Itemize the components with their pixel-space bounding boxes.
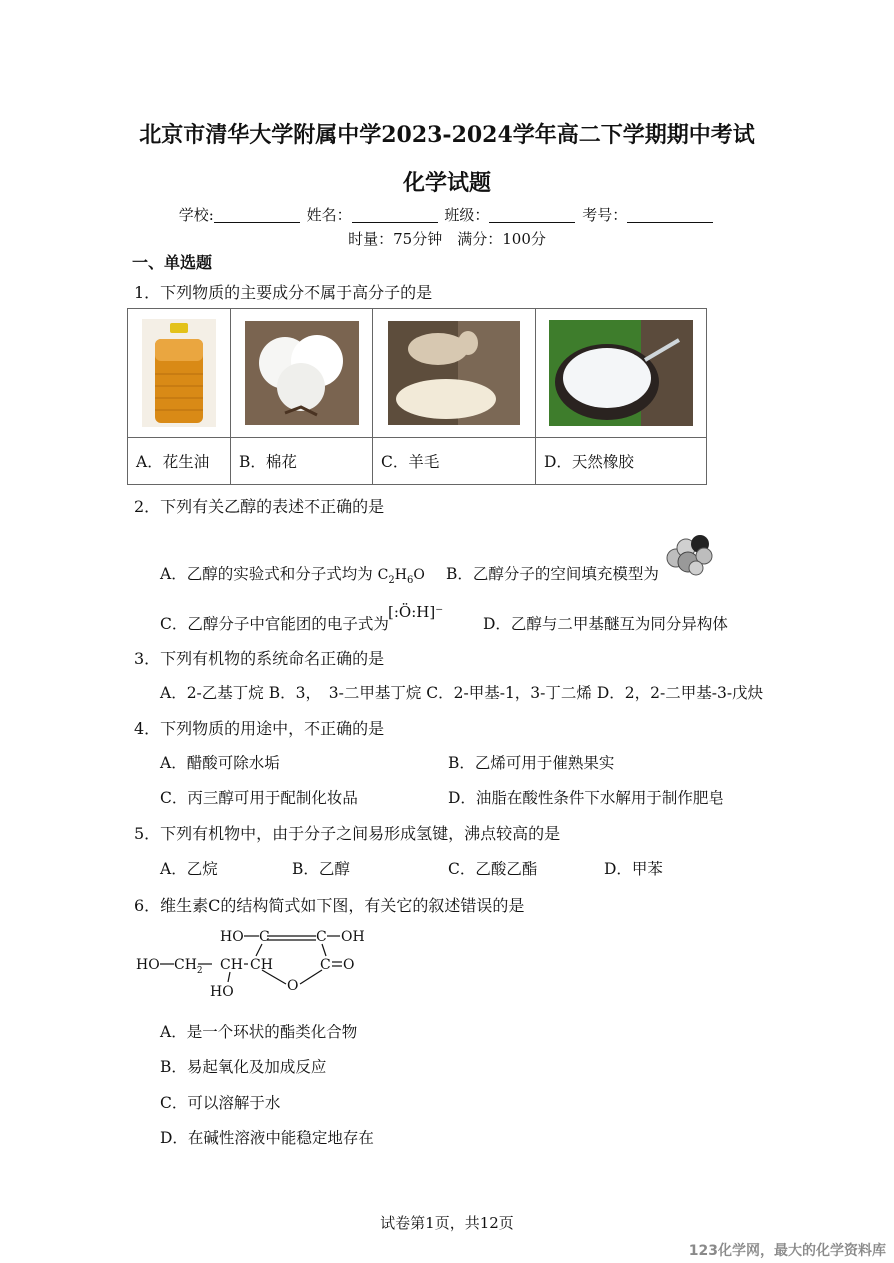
option-a[interactable]: A．是一个环状的酯类化合物 (160, 1023, 358, 1041)
o-label-ring: O (287, 978, 299, 994)
question-3-options[interactable]: A．2-乙基丁烷 B．3， 3-二甲基丁烷 C．2-甲基-1，3-丁二烯 D．2，2-二甲基-3-戊炔 (160, 684, 764, 702)
option-b[interactable]: B．棉花 (231, 438, 373, 485)
oh-label: OH (341, 929, 365, 945)
question-1-stem: 1．下列物质的主要成分不属于高分子的是 (134, 283, 433, 302)
question-2-stem: 2．下列有关乙醇的表述不正确的是 (134, 497, 385, 516)
space-filling-model-icon (660, 532, 718, 576)
name-field[interactable] (352, 208, 438, 223)
option-d[interactable]: D．天然橡胶 (536, 438, 707, 485)
time-info: 时量：75分钟 满分：100分 (348, 230, 546, 248)
name-label: 姓名： (306, 206, 352, 224)
exam-no-field[interactable] (627, 208, 713, 223)
ho-label-left: HO (136, 957, 160, 973)
school-label: 学校: (178, 206, 214, 224)
c-label-3: C (320, 957, 331, 973)
question-6-stem: 6．维生素C的结构简式如下图，有关它的叙述错误的是 (134, 896, 525, 915)
ho-label-bottom: HO (210, 984, 234, 1000)
option-c[interactable]: C．羊毛 (373, 438, 536, 485)
watermark: 123化学网，最大的化学资料库 (688, 1243, 886, 1259)
ch-label-1: CH (220, 957, 243, 973)
class-field[interactable] (489, 208, 575, 223)
vitamin-c-structure-diagram (134, 924, 374, 1004)
option-d[interactable]: D．在碱性溶液中能稳定地存在 (160, 1129, 374, 1147)
exam-title-line1: 北京市清华大学附属中学2023-2024学年高二下学期期中考试 (139, 122, 755, 148)
student-info-line (0, 204, 894, 225)
hydroxyl-electron-formula: [:Ö:H]⁻ (388, 603, 444, 621)
option-d-image-cell (536, 309, 707, 438)
option-c-image-cell (373, 309, 536, 438)
option-b[interactable]: B．乙醇分子的空间填充模型为 (446, 565, 659, 583)
question-1-image-table (127, 308, 707, 485)
option-c[interactable]: C．可以溶解于水 (160, 1094, 281, 1112)
question-4-stem: 4．下列物质的用途中，不正确的是 (134, 719, 385, 738)
o-label-double: O (343, 957, 355, 973)
option-b[interactable]: B．乙醇 (292, 860, 350, 878)
option-b[interactable]: B．乙烯可用于催熟果实 (448, 754, 615, 772)
exam-title-line2: 化学试题 (402, 170, 491, 196)
option-c[interactable]: C．丙三醇可用于配制化妆品 (160, 789, 358, 807)
option-c[interactable]: C．乙酸乙酯 (448, 860, 538, 878)
option-b-image-cell (231, 309, 373, 438)
school-field[interactable] (214, 208, 300, 223)
option-a-text: A．乙醇的实验式和分子式均为 (160, 565, 373, 583)
question-5-stem: 5．下列有机物中，由于分子之间易形成氢键，沸点较高的是 (134, 824, 561, 843)
option-d[interactable]: D．油脂在酸性条件下水解用于制作肥皂 (448, 789, 724, 807)
c-label-1: C (259, 929, 270, 945)
ch2-label: $CH_2$ (174, 957, 203, 976)
rubber-latex-photo-icon (549, 320, 693, 426)
ho-label: HO (220, 929, 244, 945)
option-a[interactable]: A．花生油 (128, 438, 231, 485)
page-footer: 试卷第1页，共12页 (380, 1214, 514, 1232)
exam-no-label: 考号： (582, 206, 628, 224)
option-a[interactable]: A．乙烷 (160, 860, 218, 878)
option-d[interactable]: D．甲苯 (604, 860, 663, 878)
ch-label-2: CH (250, 957, 273, 973)
question-3-stem: 3．下列有机物的系统命名正确的是 (134, 649, 385, 668)
wool-sheep-photo-icon (388, 321, 520, 425)
class-label: 班级： (444, 206, 490, 224)
c-label-2: C (316, 929, 327, 945)
option-b[interactable]: B．易起氧化及加成反应 (160, 1058, 327, 1076)
option-a-image-cell (128, 309, 231, 438)
option-a[interactable]: A．醋酸可除水垢 (160, 754, 280, 772)
cotton-photo-icon (245, 321, 359, 425)
option-c[interactable]: C．乙醇分子中官能团的电子式为 (160, 615, 389, 633)
section-title: 一、单选题 (132, 253, 213, 272)
ethanol-formula: $C_2H_6O$ (377, 567, 425, 586)
option-d[interactable]: D．乙醇与二甲基醚互为同分异构体 (483, 615, 728, 633)
oil-bottle-photo-icon (142, 319, 216, 427)
option-a[interactable] (160, 562, 425, 586)
